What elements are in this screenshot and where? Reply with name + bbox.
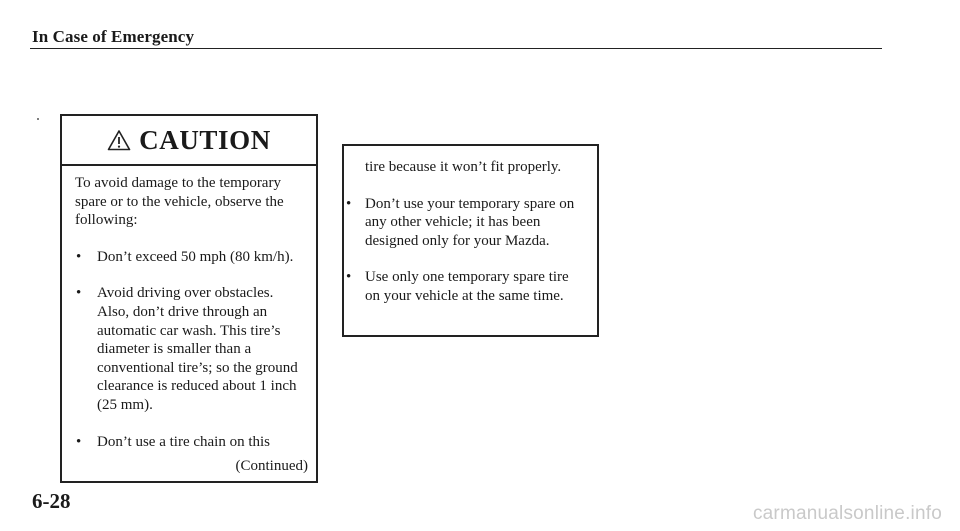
warning-triangle-icon [107, 129, 131, 151]
caution-body [62, 166, 316, 451]
continuation-body [344, 146, 597, 306]
stray-dot [37, 118, 39, 120]
list-item [345, 195, 587, 251]
continuation-list [346, 158, 587, 306]
continued-label: (Continued) [235, 458, 308, 474]
bullet-icon: • [76, 433, 82, 450]
caution-intro: To avoid damage to the temporary spare or to the vehicle, observe the following: [75, 175, 284, 229]
list-item-continued [363, 158, 587, 177]
watermark: carmanualsonline.info [752, 503, 942, 524]
caution-header [62, 116, 316, 166]
list-item-text: Don’t use a tire chain on this [97, 433, 271, 450]
caution-list [75, 248, 306, 451]
bullet-icon: • [76, 285, 82, 302]
list-item [75, 248, 306, 267]
list-item-text: Don’t use your temporary spare on any other vehicle; it has been designed only for your Mazda. [365, 195, 575, 249]
list-item-text: tire because it won’t fit properly. [365, 159, 562, 175]
list-item-text: Use only one temporary spare tire on your vehicle at the same time. [365, 269, 569, 304]
page-number: 6-28 [32, 489, 71, 513]
bullet-icon: • [76, 248, 82, 265]
bullet-icon: • [346, 269, 352, 286]
list-item-text: Don’t exceed 50 mph (80 km/h). [97, 248, 294, 265]
list-item-text: Avoid driving over obstacles. Also, don’t drive through an automatic car wash. This tire’s diameter is smaller than a conventional tire’s; so the ground clearance is reduced about 1 inch (25 mm). [97, 285, 298, 413]
header-rule [30, 48, 882, 49]
list-item [75, 284, 306, 414]
list-item [75, 433, 306, 452]
bullet-icon: • [346, 195, 352, 212]
caution-heading: CAUTION [139, 124, 271, 155]
list-item [345, 268, 587, 305]
caution-continuation-box [342, 144, 599, 337]
section-title: In Case of Emergency [32, 27, 195, 46]
caution-box [60, 114, 318, 483]
